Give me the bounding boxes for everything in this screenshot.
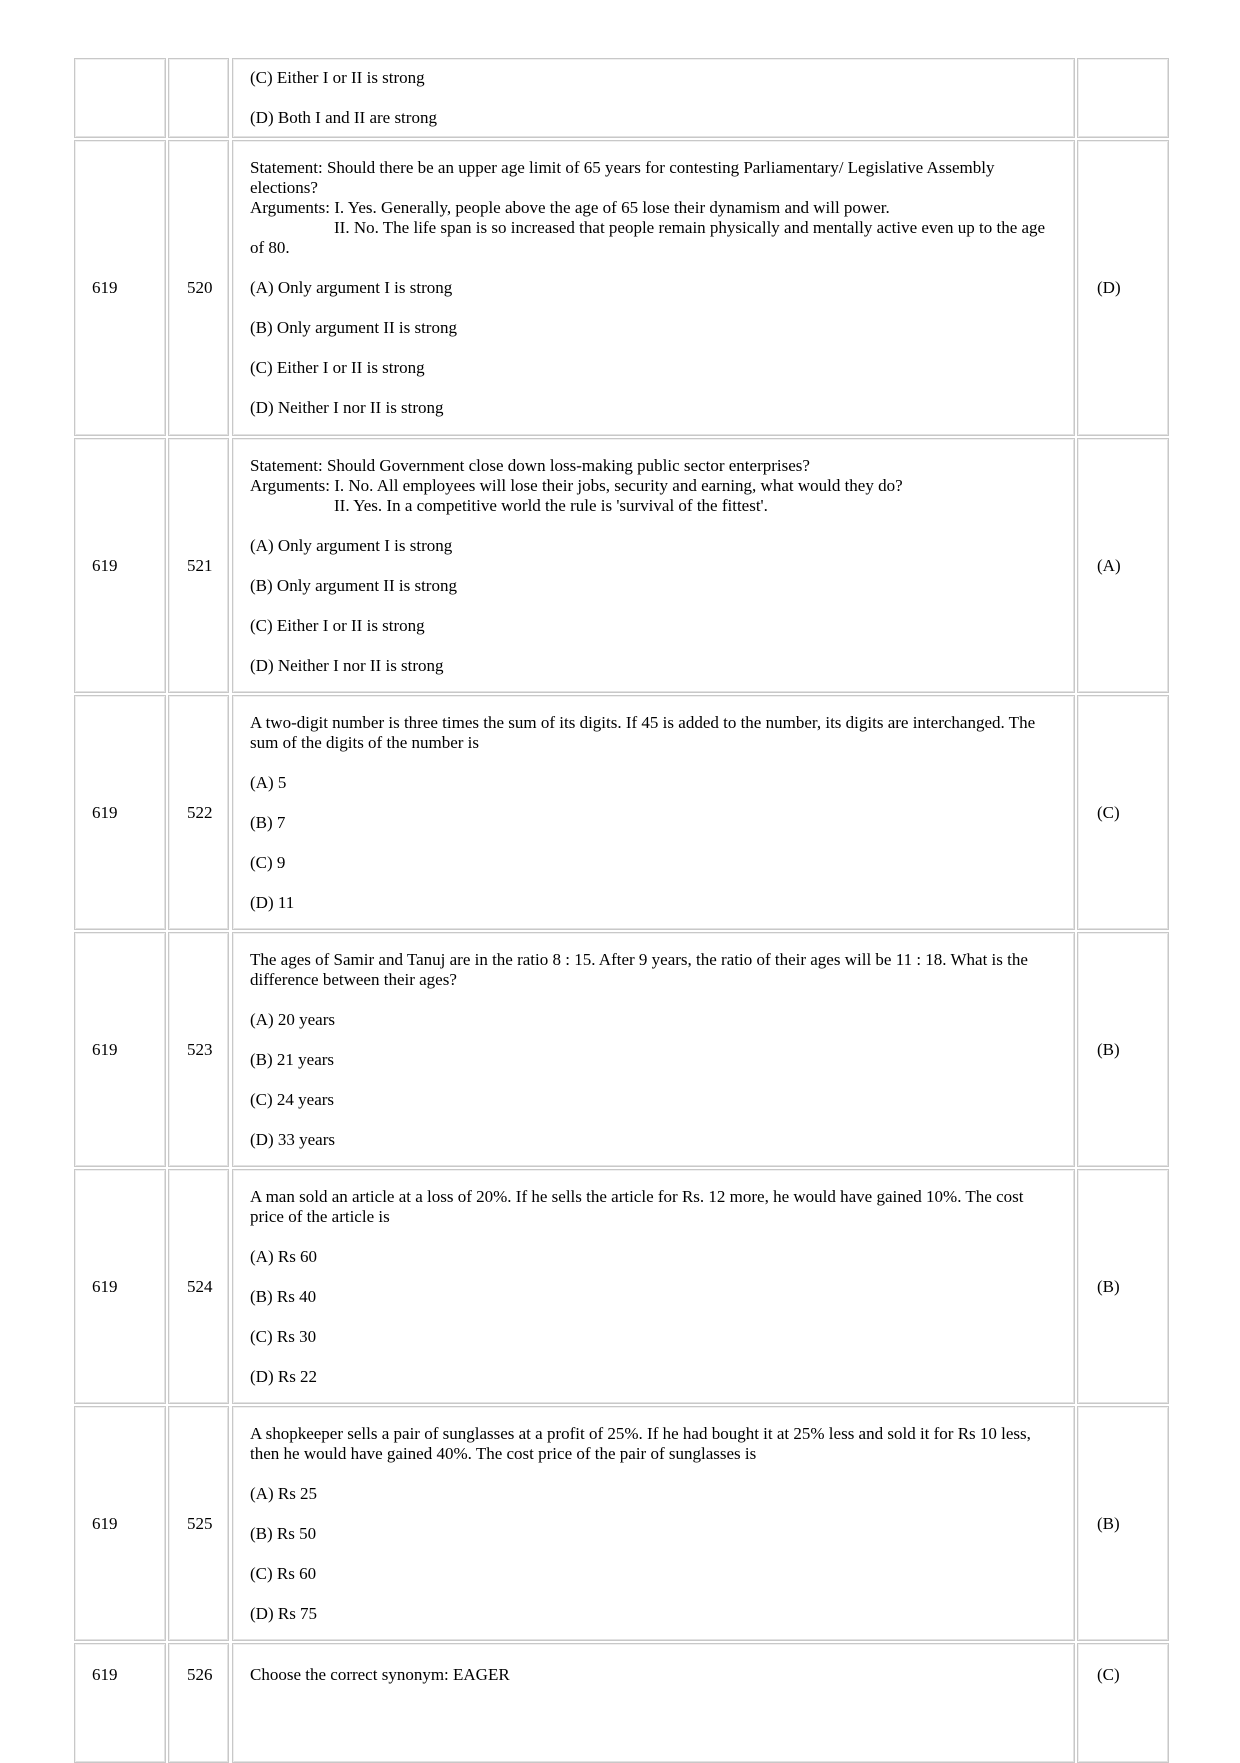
question-cell bbox=[232, 932, 1075, 1167]
number-cell: 526 bbox=[168, 1643, 229, 1763]
argument-1: Arguments: I. Yes. Generally, people above the age of 65 lose their dynamism and will power. bbox=[250, 198, 890, 217]
option: (D) Both I and II are strong bbox=[250, 108, 437, 127]
argument-1: Arguments: I. No. All employees will lose their jobs, security and earning, what would they do? bbox=[250, 475, 903, 495]
option: (C) Rs 30 bbox=[250, 1326, 317, 1346]
table-row bbox=[74, 1406, 1169, 1641]
statement: Statement: Should Government close down loss-making public sector enterprises? bbox=[250, 455, 810, 475]
number-cell: 521 bbox=[168, 438, 229, 693]
question-cell bbox=[232, 140, 1075, 436]
option: (D) 33 years bbox=[250, 1129, 335, 1149]
option: (B) Only argument II is strong bbox=[250, 318, 457, 337]
option: (A) 20 years bbox=[250, 1009, 335, 1029]
table-row bbox=[74, 1643, 1169, 1763]
option: (C) Either I or II is strong bbox=[250, 358, 425, 377]
answer-cell bbox=[1077, 58, 1169, 138]
table-row bbox=[74, 58, 1169, 138]
option: (A) 5 bbox=[250, 772, 287, 792]
statement: Choose the correct synonym: EAGER bbox=[250, 1665, 510, 1684]
statement: The ages of Samir and Tanuj are in the ratio 8 : 15. After 9 years, the ratio of their ages will be 11 : 18. What is the difference between their ages? bbox=[250, 949, 1028, 989]
table-row bbox=[74, 1169, 1169, 1404]
option: (A) Rs 25 bbox=[250, 1483, 318, 1503]
answer-cell: (A) bbox=[1077, 438, 1169, 693]
answer-cell: (D) bbox=[1077, 140, 1169, 436]
table-row bbox=[74, 140, 1169, 436]
number-cell: 520 bbox=[168, 140, 229, 436]
id-cell: 619 bbox=[74, 1406, 166, 1641]
option: (B) Rs 50 bbox=[250, 1523, 317, 1543]
number-cell: 523 bbox=[168, 932, 229, 1167]
option: (A) Rs 60 bbox=[250, 1246, 318, 1266]
question-cell bbox=[232, 58, 1075, 138]
statement: A two-digit number is three times the sum of its digits. If 45 is added to the number, its digits are interchanged. The sum of the digits of the number is bbox=[250, 712, 1036, 752]
option: (D) 11 bbox=[250, 892, 295, 912]
statement: A man sold an article at a loss of 20%. If he sells the article for Rs. 12 more, he would have gained 10%. The cost price of the article is bbox=[250, 1186, 1024, 1226]
id-cell: 619 bbox=[74, 1643, 166, 1763]
option: (C) Rs 60 bbox=[250, 1563, 317, 1583]
option: (B) Only argument II is strong bbox=[250, 575, 457, 595]
id-cell: 619 bbox=[74, 932, 166, 1167]
id-cell: 619 bbox=[74, 695, 166, 930]
argument-2: II. No. The life span is so increased that people remain physically and mentally active even up to the age of 80. bbox=[250, 218, 1046, 257]
question-cell bbox=[232, 1406, 1075, 1641]
option: (D) Rs 75 bbox=[250, 1603, 318, 1623]
option: (C) 9 bbox=[250, 852, 286, 872]
option: (D) Rs 22 bbox=[250, 1366, 318, 1386]
question-cell bbox=[232, 695, 1075, 930]
answer-cell: (B) bbox=[1077, 1406, 1169, 1641]
number-cell: 524 bbox=[168, 1169, 229, 1404]
answer-cell: (C) bbox=[1077, 1643, 1169, 1763]
question-cell bbox=[232, 1169, 1075, 1404]
option: (B) Rs 40 bbox=[250, 1286, 317, 1306]
option: (A) Only argument I is strong bbox=[250, 535, 453, 555]
statement: Statement: Should there be an upper age limit of 65 years for contesting Parliamentary/ Legislative Assembly elections? bbox=[250, 158, 995, 197]
answer-cell: (C) bbox=[1077, 695, 1169, 930]
option: (A) Only argument I is strong bbox=[250, 278, 453, 297]
option: (C) Either I or II is strong bbox=[250, 615, 425, 635]
option: (C) Either I or II is strong bbox=[250, 68, 425, 87]
number-cell bbox=[168, 58, 229, 138]
option: (B) 21 years bbox=[250, 1049, 335, 1069]
id-cell: 619 bbox=[74, 140, 166, 436]
id-cell bbox=[74, 58, 166, 138]
question-cell bbox=[232, 438, 1075, 693]
question-cell bbox=[232, 1643, 1075, 1763]
table-row bbox=[74, 438, 1169, 693]
id-cell: 619 bbox=[74, 438, 166, 693]
argument-2: II. Yes. In a competitive world the rule is 'survival of the fittest'. bbox=[334, 495, 768, 515]
answer-cell: (B) bbox=[1077, 932, 1169, 1167]
option: (D) Neither I nor II is strong bbox=[250, 655, 444, 675]
table-row bbox=[74, 695, 1169, 930]
id-cell: 619 bbox=[74, 1169, 166, 1404]
number-cell: 522 bbox=[168, 695, 229, 930]
table-row bbox=[74, 932, 1169, 1167]
answer-cell: (B) bbox=[1077, 1169, 1169, 1404]
option: (C) 24 years bbox=[250, 1089, 335, 1109]
number-cell: 525 bbox=[168, 1406, 229, 1641]
statement: A shopkeeper sells a pair of sunglasses at a profit of 25%. If he had bought it at 25% less and sold it for Rs 10 less, then he would have gained 40%. The cost price of the pair of sunglasses is bbox=[250, 1423, 1031, 1463]
option: (D) Neither I nor II is strong bbox=[250, 398, 444, 417]
option: (B) 7 bbox=[250, 812, 286, 832]
